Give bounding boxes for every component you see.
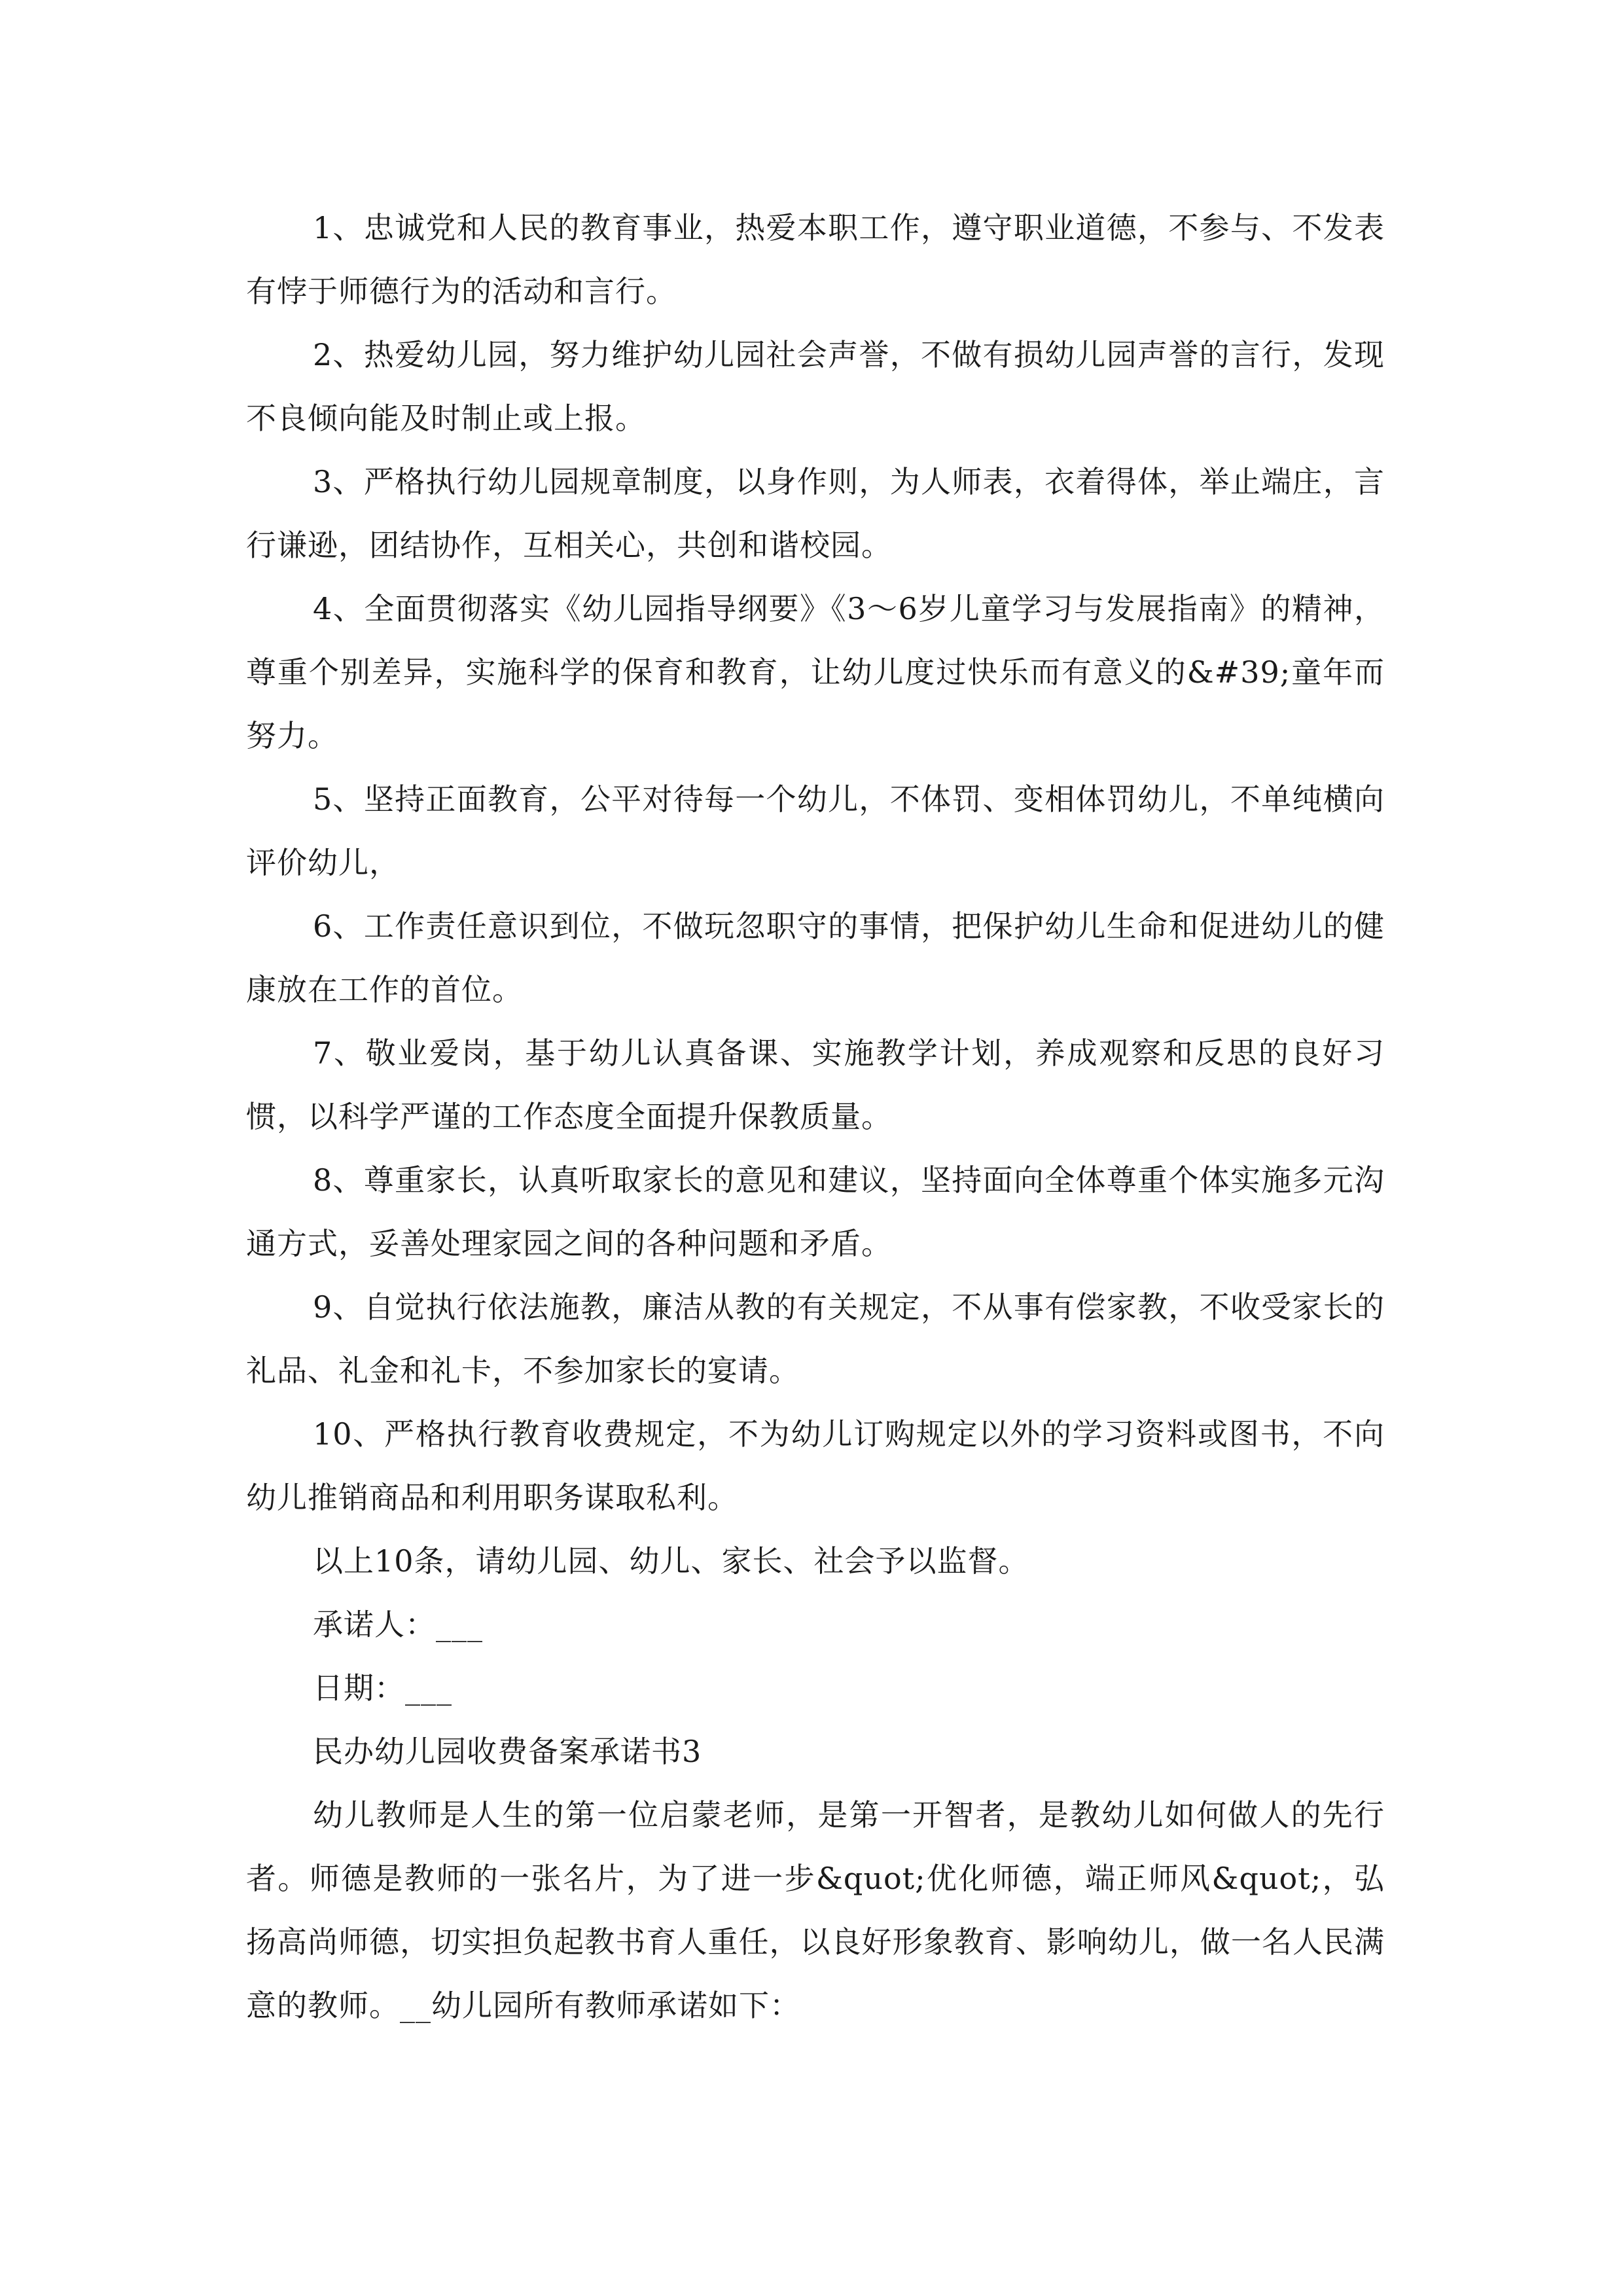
- signatory-line: 承诺人：___: [313, 1607, 483, 1642]
- supervision-note: 以上10条，请幼儿园、幼儿、家长、社会予以监督。: [313, 1543, 1029, 1579]
- commitment-item-6: 6、工作责任意识到位，不做玩忽职守的事情，把保护幼儿生命和促进幼儿的健康放在工作的首位。: [246, 908, 1385, 1007]
- commitment-item-9: 9、自觉执行依法施教，廉洁从教的有关规定，不从事有偿家教，不收受家长的礼品、礼金和礼卡，不参加家长的宴请。: [246, 1289, 1385, 1388]
- document-body: [246, 196, 1385, 2037]
- commitment-item-1: 1、忠诚党和人民的教育事业，热爱本职工作，遵守职业道德，不参与、不发表有悖于师德行为的活动和言行。: [246, 210, 1385, 309]
- date-line: 日期：___: [313, 1670, 452, 1706]
- commitment-item-10: 10、严格执行教育收费规定，不为幼儿订购规定以外的学习资料或图书，不向幼儿推销商品和利用职务谋取私利。: [246, 1416, 1385, 1515]
- commitment-item-2: 2、热爱幼儿园，努力维护幼儿园社会声誉，不做有损幼儿园声誉的言行，发现不良倾向能及时制止或上报。: [246, 337, 1385, 436]
- commitment-item-5: 5、坚持正面教育，公平对待每一个幼儿，不体罚、变相体罚幼儿，不单纯横向评价幼儿，: [246, 781, 1385, 880]
- commitment-item-7: 7、敬业爱岗，基于幼儿认真备课、实施教学计划，养成观察和反思的良好习惯，以科学严谨的工作态度全面提升保教质量。: [246, 1035, 1385, 1134]
- intro-paragraph: 幼儿教师是人生的第一位启蒙老师，是第一开智者，是教幼儿如何做人的先行者。师德是教师的一张名片，为了进一步&quot;优化师德，端正师风&quot;，弘扬高尚师德，切实担负起教书育人重任，以良好形象教育、影响幼儿，做一名人民满意的教师。__幼儿园所有教师承诺如下：: [246, 1797, 1385, 2023]
- commitment-item-3: 3、严格执行幼儿园规章制度，以身作则，为人师表，衣着得体，举止端庄，言行谦逊，团结协作，互相关心，共创和谐校园。: [246, 464, 1385, 563]
- commitment-item-4: 4、全面贯彻落实《幼儿园指导纲要》《3～6岁儿童学习与发展指南》的精神，尊重个别差异，实施科学的保育和教育，让幼儿度过快乐而有意义的&#39;童年而努力。: [246, 591, 1385, 753]
- section-title: 民办幼儿园收费备案承诺书3: [313, 1734, 702, 1769]
- commitment-item-8: 8、尊重家长，认真听取家长的意见和建议，坚持面向全体尊重个体实施多元沟通方式，妥善处理家园之间的各种问题和矛盾。: [246, 1162, 1385, 1261]
